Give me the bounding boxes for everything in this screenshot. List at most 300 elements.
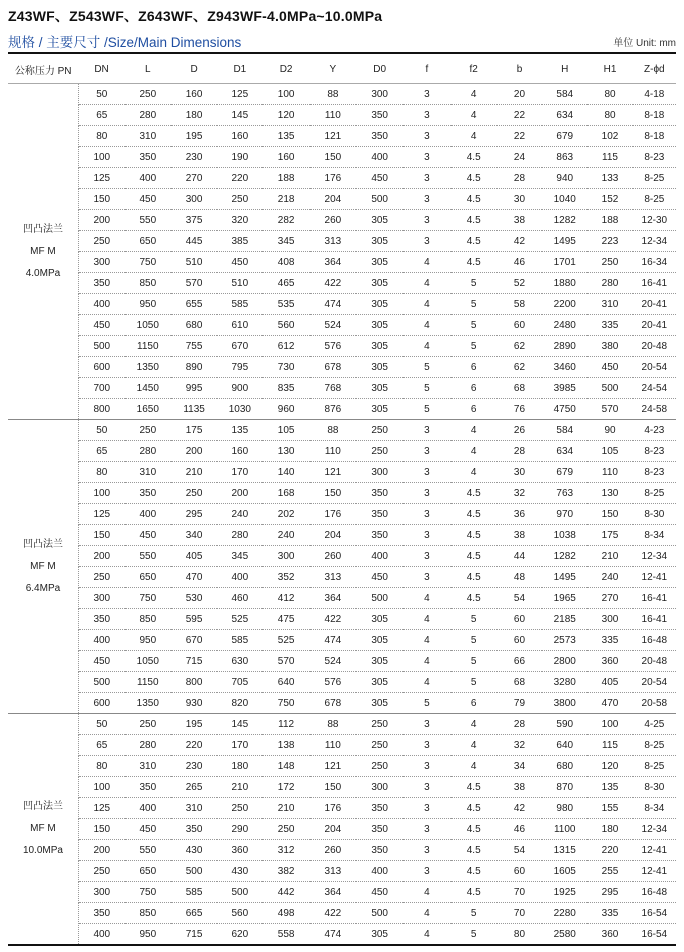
table-cell: 730 bbox=[262, 357, 309, 378]
table-row bbox=[8, 630, 676, 651]
table-cell: 1650 bbox=[125, 399, 171, 420]
table-cell: 550 bbox=[125, 210, 171, 231]
table-cell: 3 bbox=[403, 210, 450, 231]
table-cell: 940 bbox=[542, 168, 587, 189]
pressure-class-cell bbox=[8, 84, 78, 420]
table-cell: 170 bbox=[217, 462, 262, 483]
table-cell: 950 bbox=[125, 630, 171, 651]
table-row bbox=[8, 273, 676, 294]
table-cell: 295 bbox=[587, 882, 632, 903]
table-cell: 350 bbox=[356, 525, 403, 546]
table-cell: 20-41 bbox=[633, 315, 676, 336]
table-cell: 280 bbox=[125, 735, 171, 756]
table-cell: 715 bbox=[171, 924, 217, 946]
table-cell: 310 bbox=[125, 126, 171, 147]
table-row bbox=[8, 798, 676, 819]
table-cell: 250 bbox=[78, 861, 124, 882]
table-cell: 4 bbox=[403, 336, 450, 357]
table-cell: 680 bbox=[171, 315, 217, 336]
table-cell: 305 bbox=[356, 231, 403, 252]
table-row bbox=[8, 651, 676, 672]
table-cell: 58 bbox=[497, 294, 542, 315]
table-cell: 300 bbox=[78, 882, 124, 903]
table-cell: 168 bbox=[262, 483, 309, 504]
table-cell: 4 bbox=[403, 588, 450, 609]
table-cell: 3 bbox=[403, 105, 450, 126]
table-cell: 250 bbox=[78, 567, 124, 588]
table-cell: 295 bbox=[171, 504, 217, 525]
table-cell: 6 bbox=[451, 693, 497, 714]
table-cell: 8-23 bbox=[633, 462, 676, 483]
table-cell: 210 bbox=[171, 462, 217, 483]
table-cell: 345 bbox=[217, 546, 262, 567]
table-cell: 12-41 bbox=[633, 567, 676, 588]
table-cell: 155 bbox=[587, 798, 632, 819]
table-cell: 360 bbox=[587, 924, 632, 946]
table-cell: 4 bbox=[403, 651, 450, 672]
pressure-class-line: MF M bbox=[30, 823, 56, 834]
table-cell: 105 bbox=[587, 441, 632, 462]
table-cell: 500 bbox=[587, 378, 632, 399]
table-cell: 310 bbox=[125, 462, 171, 483]
table-cell: 1925 bbox=[542, 882, 587, 903]
table-cell: 175 bbox=[587, 525, 632, 546]
table-cell: 50 bbox=[78, 84, 124, 105]
table-cell: 400 bbox=[125, 168, 171, 189]
table-cell: 5 bbox=[451, 924, 497, 946]
table-cell: 474 bbox=[310, 294, 356, 315]
table-row bbox=[8, 168, 676, 189]
table-cell: 6 bbox=[451, 399, 497, 420]
table-cell: 24-58 bbox=[633, 399, 676, 420]
table-row bbox=[8, 525, 676, 546]
table-cell: 20-48 bbox=[633, 651, 676, 672]
table-cell: 350 bbox=[356, 483, 403, 504]
table-cell: 5 bbox=[451, 336, 497, 357]
table-cell: 500 bbox=[356, 588, 403, 609]
table-cell: 160 bbox=[217, 126, 262, 147]
table-cell: 3 bbox=[403, 819, 450, 840]
table-cell: 28 bbox=[497, 441, 542, 462]
table-cell: 152 bbox=[587, 189, 632, 210]
table-row bbox=[8, 714, 676, 735]
table-cell: 498 bbox=[262, 903, 309, 924]
table-cell: 4.5 bbox=[451, 882, 497, 903]
table-cell: 255 bbox=[587, 861, 632, 882]
table-cell: 90 bbox=[587, 420, 632, 441]
table-cell: 230 bbox=[171, 756, 217, 777]
table-row bbox=[8, 504, 676, 525]
table-cell: 400 bbox=[125, 798, 171, 819]
table-cell: 88 bbox=[310, 420, 356, 441]
table-cell: 42 bbox=[497, 231, 542, 252]
table-cell: 176 bbox=[310, 168, 356, 189]
table-cell: 560 bbox=[262, 315, 309, 336]
table-cell: 1282 bbox=[542, 546, 587, 567]
table-cell: 80 bbox=[497, 924, 542, 946]
table-cell: 450 bbox=[78, 315, 124, 336]
table-cell: 4 bbox=[403, 609, 450, 630]
table-cell: 450 bbox=[217, 252, 262, 273]
table-cell: 524 bbox=[310, 315, 356, 336]
table-row bbox=[8, 609, 676, 630]
table-header bbox=[8, 56, 676, 84]
table-cell: 8-18 bbox=[633, 126, 676, 147]
table-cell: 176 bbox=[310, 504, 356, 525]
table-cell: 400 bbox=[356, 546, 403, 567]
table-cell: 50 bbox=[78, 420, 124, 441]
table-cell: 630 bbox=[217, 651, 262, 672]
table-cell: 3 bbox=[403, 714, 450, 735]
column-header: H bbox=[542, 56, 587, 84]
table-cell: 150 bbox=[587, 504, 632, 525]
table-cell: 650 bbox=[125, 861, 171, 882]
table-cell: 3 bbox=[403, 147, 450, 168]
table-cell: 250 bbox=[78, 231, 124, 252]
table-cell: 3 bbox=[403, 420, 450, 441]
table-cell: 16-41 bbox=[633, 588, 676, 609]
table-body bbox=[8, 84, 676, 946]
table-cell: 678 bbox=[310, 693, 356, 714]
table-cell: 100 bbox=[78, 483, 124, 504]
table-cell: 300 bbox=[78, 588, 124, 609]
table-cell: 612 bbox=[262, 336, 309, 357]
table-cell: 4.5 bbox=[451, 546, 497, 567]
table-cell: 750 bbox=[125, 588, 171, 609]
table-cell: 450 bbox=[356, 168, 403, 189]
table-row bbox=[8, 336, 676, 357]
table-cell: 240 bbox=[587, 567, 632, 588]
table-cell: 305 bbox=[356, 672, 403, 693]
table-cell: 188 bbox=[587, 210, 632, 231]
table-cell: 220 bbox=[217, 168, 262, 189]
table-cell: 400 bbox=[78, 294, 124, 315]
table-cell: 1965 bbox=[542, 588, 587, 609]
table-cell: 5 bbox=[403, 693, 450, 714]
table-cell: 305 bbox=[356, 210, 403, 231]
table-cell: 305 bbox=[356, 336, 403, 357]
table-cell: 30 bbox=[497, 189, 542, 210]
table-cell: 970 bbox=[542, 504, 587, 525]
table-cell: 570 bbox=[587, 399, 632, 420]
table-cell: 250 bbox=[125, 84, 171, 105]
table-cell: 220 bbox=[587, 840, 632, 861]
table-cell: 1038 bbox=[542, 525, 587, 546]
table-cell: 835 bbox=[262, 378, 309, 399]
table-cell: 700 bbox=[78, 378, 124, 399]
table-cell: 80 bbox=[78, 756, 124, 777]
table-cell: 3 bbox=[403, 840, 450, 861]
table-cell: 3 bbox=[403, 231, 450, 252]
table-cell: 950 bbox=[125, 294, 171, 315]
table-cell: 3280 bbox=[542, 672, 587, 693]
table-row bbox=[8, 105, 676, 126]
table-cell: 5 bbox=[451, 273, 497, 294]
table-cell: 305 bbox=[356, 378, 403, 399]
table-cell: 584 bbox=[542, 420, 587, 441]
column-header: L bbox=[125, 56, 171, 84]
table-cell: 62 bbox=[497, 336, 542, 357]
table-cell: 4 bbox=[451, 441, 497, 462]
table-cell: 634 bbox=[542, 441, 587, 462]
table-cell: 5 bbox=[451, 294, 497, 315]
table-cell: 585 bbox=[217, 294, 262, 315]
table-cell: 335 bbox=[587, 630, 632, 651]
table-cell: 12-30 bbox=[633, 210, 676, 231]
table-row bbox=[8, 546, 676, 567]
table-cell: 70 bbox=[497, 882, 542, 903]
table-cell: 1150 bbox=[125, 672, 171, 693]
table-cell: 28 bbox=[497, 714, 542, 735]
table-cell: 210 bbox=[217, 777, 262, 798]
table-cell: 576 bbox=[310, 672, 356, 693]
pressure-class-line: 6.4MPa bbox=[25, 582, 61, 594]
table-cell: 200 bbox=[78, 546, 124, 567]
table-cell: 121 bbox=[310, 126, 356, 147]
table-cell: 270 bbox=[171, 168, 217, 189]
table-cell: 305 bbox=[356, 294, 403, 315]
table-cell: 3460 bbox=[542, 357, 587, 378]
pressure-class-line: MF M bbox=[30, 560, 56, 572]
table-cell: 500 bbox=[356, 903, 403, 924]
table-cell: 8-25 bbox=[633, 189, 676, 210]
table-cell: 345 bbox=[262, 231, 309, 252]
table-cell: 450 bbox=[587, 357, 632, 378]
table-row bbox=[8, 588, 676, 609]
table-cell: 20-54 bbox=[633, 357, 676, 378]
table-cell: 3 bbox=[403, 861, 450, 882]
table-cell: 4.5 bbox=[451, 210, 497, 231]
table-cell: 634 bbox=[542, 105, 587, 126]
table-cell: 960 bbox=[262, 399, 309, 420]
table-cell: 1050 bbox=[125, 315, 171, 336]
table-cell: 4 bbox=[451, 420, 497, 441]
table-cell: 705 bbox=[217, 672, 262, 693]
table-cell: 110 bbox=[310, 441, 356, 462]
table-cell: 4.5 bbox=[451, 588, 497, 609]
table-cell: 570 bbox=[262, 651, 309, 672]
table-cell: 180 bbox=[587, 819, 632, 840]
table-cell: 350 bbox=[356, 504, 403, 525]
table-cell: 260 bbox=[310, 840, 356, 861]
table-cell: 300 bbox=[262, 546, 309, 567]
table-cell: 8-30 bbox=[633, 504, 676, 525]
column-header: D1 bbox=[217, 56, 262, 84]
table-row bbox=[8, 693, 676, 714]
table-cell: 400 bbox=[125, 504, 171, 525]
table-cell: 1605 bbox=[542, 861, 587, 882]
table-cell: 250 bbox=[356, 714, 403, 735]
table-cell: 12-41 bbox=[633, 861, 676, 882]
table-cell: 570 bbox=[171, 273, 217, 294]
table-cell: 312 bbox=[262, 840, 309, 861]
table-cell: 110 bbox=[310, 735, 356, 756]
table-cell: 4.5 bbox=[451, 504, 497, 525]
table-cell: 26 bbox=[497, 420, 542, 441]
table-cell: 135 bbox=[262, 126, 309, 147]
table-cell: 450 bbox=[125, 189, 171, 210]
table-cell: 48 bbox=[497, 567, 542, 588]
table-cell: 4-25 bbox=[633, 714, 676, 735]
table-cell: 125 bbox=[78, 168, 124, 189]
table-cell: 350 bbox=[78, 903, 124, 924]
table-cell: 3800 bbox=[542, 693, 587, 714]
table-cell: 88 bbox=[310, 714, 356, 735]
table-cell: 475 bbox=[262, 609, 309, 630]
table-cell: 4 bbox=[403, 672, 450, 693]
table-cell: 4.5 bbox=[451, 567, 497, 588]
table-cell: 620 bbox=[217, 924, 262, 946]
pressure-class-cell bbox=[8, 714, 78, 946]
table-cell: 755 bbox=[171, 336, 217, 357]
table-cell: 22 bbox=[497, 105, 542, 126]
table-cell: 42 bbox=[497, 798, 542, 819]
table-cell: 300 bbox=[356, 84, 403, 105]
table-cell: 800 bbox=[78, 399, 124, 420]
table-cell: 1350 bbox=[125, 357, 171, 378]
table-cell: 300 bbox=[356, 462, 403, 483]
table-cell: 200 bbox=[78, 210, 124, 231]
table-cell: 60 bbox=[497, 630, 542, 651]
table-cell: 8-25 bbox=[633, 168, 676, 189]
table-cell: 3 bbox=[403, 441, 450, 462]
table-cell: 2200 bbox=[542, 294, 587, 315]
dimensions-table bbox=[8, 56, 676, 946]
table-cell: 535 bbox=[262, 294, 309, 315]
table-cell: 52 bbox=[497, 273, 542, 294]
table-cell: 510 bbox=[217, 273, 262, 294]
table-cell: 382 bbox=[262, 861, 309, 882]
table-cell: 500 bbox=[217, 882, 262, 903]
table-cell: 550 bbox=[125, 546, 171, 567]
table-cell: 364 bbox=[310, 252, 356, 273]
table-cell: 350 bbox=[356, 840, 403, 861]
table-cell: 450 bbox=[125, 525, 171, 546]
table-cell: 680 bbox=[542, 756, 587, 777]
table-cell: 4 bbox=[451, 714, 497, 735]
table-row bbox=[8, 483, 676, 504]
column-header: b bbox=[497, 56, 542, 84]
table-cell: 350 bbox=[125, 147, 171, 168]
table-cell: 750 bbox=[262, 693, 309, 714]
table-cell: 150 bbox=[310, 147, 356, 168]
table-cell: 655 bbox=[171, 294, 217, 315]
table-cell: 4.5 bbox=[451, 798, 497, 819]
table-cell: 850 bbox=[125, 609, 171, 630]
table-cell: 125 bbox=[78, 798, 124, 819]
table-row bbox=[8, 231, 676, 252]
table-cell: 280 bbox=[125, 441, 171, 462]
table-cell: 4.5 bbox=[451, 777, 497, 798]
table-cell: 5 bbox=[451, 315, 497, 336]
table-cell: 265 bbox=[171, 777, 217, 798]
table-row bbox=[8, 756, 676, 777]
table-cell: 442 bbox=[262, 882, 309, 903]
table-cell: 3 bbox=[403, 735, 450, 756]
table-cell: 160 bbox=[171, 84, 217, 105]
table-cell: 2185 bbox=[542, 609, 587, 630]
table-cell: 170 bbox=[217, 735, 262, 756]
table-cell: 4.5 bbox=[451, 168, 497, 189]
table-cell: 150 bbox=[78, 525, 124, 546]
table-row bbox=[8, 840, 676, 861]
table-cell: 900 bbox=[217, 378, 262, 399]
table-cell: 4 bbox=[451, 462, 497, 483]
table-row bbox=[8, 210, 676, 231]
table-cell: 3 bbox=[403, 189, 450, 210]
table-cell: 422 bbox=[310, 273, 356, 294]
table-cell: 80 bbox=[78, 126, 124, 147]
table-cell: 3 bbox=[403, 483, 450, 504]
table-cell: 980 bbox=[542, 798, 587, 819]
table-cell: 4 bbox=[403, 294, 450, 315]
pressure-class-line: 凹凸法兰 bbox=[22, 538, 63, 550]
table-cell: 525 bbox=[262, 630, 309, 651]
table-cell: 2890 bbox=[542, 336, 587, 357]
table-cell: 20-54 bbox=[633, 672, 676, 693]
table-cell: 350 bbox=[125, 483, 171, 504]
table-cell: 125 bbox=[217, 84, 262, 105]
table-cell: 250 bbox=[125, 714, 171, 735]
table-cell: 405 bbox=[587, 672, 632, 693]
table-cell: 670 bbox=[217, 336, 262, 357]
table-cell: 218 bbox=[262, 189, 309, 210]
table-cell: 172 bbox=[262, 777, 309, 798]
column-header: Z-ϕd bbox=[633, 56, 676, 84]
table-cell: 4 bbox=[451, 756, 497, 777]
table-cell: 576 bbox=[310, 336, 356, 357]
table-cell: 305 bbox=[356, 924, 403, 946]
table-cell: 850 bbox=[125, 273, 171, 294]
table-cell: 305 bbox=[356, 399, 403, 420]
table-cell: 66 bbox=[497, 651, 542, 672]
table-cell: 250 bbox=[217, 798, 262, 819]
table-cell: 24-54 bbox=[633, 378, 676, 399]
table-cell: 305 bbox=[356, 651, 403, 672]
table-cell: 500 bbox=[356, 189, 403, 210]
table-cell: 474 bbox=[310, 924, 356, 946]
table-cell: 46 bbox=[497, 252, 542, 273]
table-cell: 4 bbox=[451, 84, 497, 105]
table-cell: 445 bbox=[171, 231, 217, 252]
table-cell: 678 bbox=[310, 357, 356, 378]
table-row bbox=[8, 420, 676, 441]
table-cell: 32 bbox=[497, 735, 542, 756]
table-row bbox=[8, 924, 676, 946]
table-cell: 250 bbox=[356, 756, 403, 777]
table-cell: 150 bbox=[78, 189, 124, 210]
table-cell: 4.5 bbox=[451, 525, 497, 546]
table-cell: 250 bbox=[262, 819, 309, 840]
table-cell: 60 bbox=[497, 315, 542, 336]
table-cell: 530 bbox=[171, 588, 217, 609]
table-cell: 335 bbox=[587, 903, 632, 924]
table-cell: 995 bbox=[171, 378, 217, 399]
table-cell: 8-23 bbox=[633, 147, 676, 168]
table-cell: 46 bbox=[497, 819, 542, 840]
table-cell: 4 bbox=[451, 126, 497, 147]
table-cell: 250 bbox=[217, 189, 262, 210]
table-cell: 121 bbox=[310, 462, 356, 483]
table-row bbox=[8, 567, 676, 588]
table-cell: 8-18 bbox=[633, 105, 676, 126]
table-cell: 305 bbox=[356, 693, 403, 714]
table-cell: 8-34 bbox=[633, 798, 676, 819]
table-cell: 350 bbox=[356, 105, 403, 126]
table-cell: 88 bbox=[310, 84, 356, 105]
table-cell: 3 bbox=[403, 567, 450, 588]
table-cell: 120 bbox=[262, 105, 309, 126]
